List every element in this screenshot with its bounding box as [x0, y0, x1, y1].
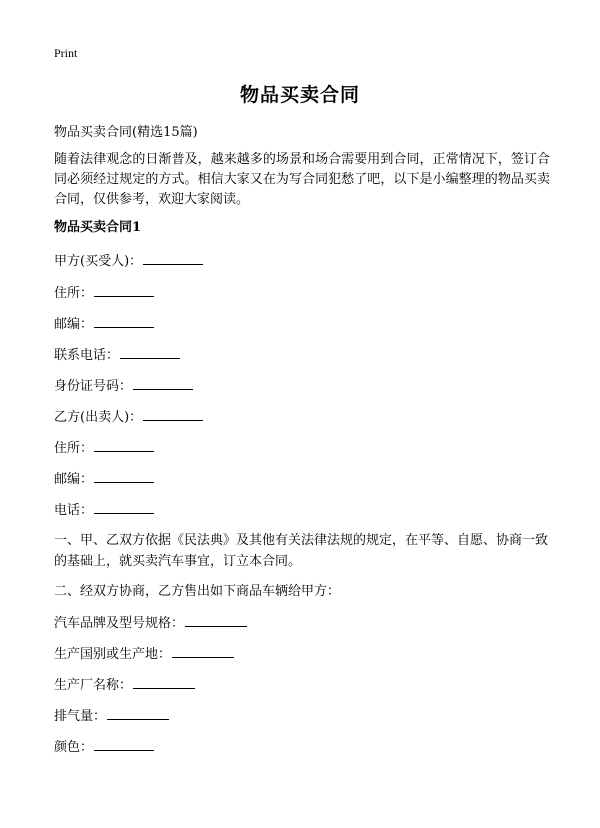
- field-vehicle-model: [54, 612, 247, 631]
- field-label: 乙方(出卖人)：: [54, 410, 143, 425]
- field-seller: [54, 406, 203, 425]
- blank-line[interactable]: [143, 263, 203, 265]
- field-label: 邮编：: [54, 317, 94, 332]
- field-vehicle-origin: [54, 643, 234, 662]
- field-label: 身份证号码：: [54, 379, 133, 394]
- clause-2: 二、经双方协商，乙方售出如下商品车辆给甲方：: [54, 584, 341, 599]
- blank-line[interactable]: [172, 656, 234, 658]
- document-subtitle: 物品买卖合同(精选15篇): [54, 125, 198, 140]
- field-label: 生产厂名称：: [54, 678, 133, 693]
- field-seller-postcode: [54, 468, 154, 487]
- field-label: 联系电话：: [54, 348, 120, 363]
- field-buyer: [54, 250, 203, 269]
- blank-line[interactable]: [185, 625, 247, 627]
- blank-line[interactable]: [94, 481, 154, 483]
- field-label: 邮编：: [54, 472, 94, 487]
- field-label: 住所：: [54, 286, 94, 301]
- field-buyer-phone: [54, 344, 180, 363]
- blank-line[interactable]: [94, 512, 154, 514]
- blank-line[interactable]: [94, 295, 154, 297]
- blank-line[interactable]: [94, 326, 154, 328]
- blank-line[interactable]: [133, 687, 195, 689]
- field-seller-phone: [54, 499, 154, 518]
- field-buyer-id: [54, 375, 193, 394]
- field-label: 甲方(买受人)：: [54, 254, 143, 269]
- field-vehicle-manufacturer: [54, 674, 195, 693]
- field-vehicle-color: [54, 736, 154, 755]
- blank-line[interactable]: [107, 718, 169, 720]
- field-vehicle-displacement: [54, 705, 169, 724]
- field-buyer-postcode: [54, 313, 154, 332]
- field-seller-address: [54, 437, 154, 456]
- section-heading: 物品买卖合同1: [54, 220, 142, 235]
- print-link[interactable]: Print: [54, 46, 78, 60]
- blank-line[interactable]: [94, 450, 154, 452]
- field-label: 排气量：: [54, 709, 107, 724]
- field-buyer-address: [54, 282, 154, 301]
- field-label: 住所：: [54, 441, 94, 456]
- field-label: 生产国别或生产地：: [54, 647, 172, 662]
- document-title: 物品买卖合同: [239, 84, 360, 106]
- field-label: 颜色：: [54, 740, 94, 755]
- blank-line[interactable]: [143, 419, 203, 421]
- intro-paragraph: 随着法律观念的日渐普及，越来越多的场景和场合需要用到合同，正常情况下，签订合同必须经过规定的方式。相信大家又在为写合同犯愁了吧，以下是小编整理的物品买卖合同，仅供参考，欢迎大家阅读。: [54, 152, 550, 207]
- field-label: 电话：: [54, 503, 94, 518]
- blank-line[interactable]: [120, 357, 180, 359]
- clause-1: 一、甲、乙双方依据《民法典》及其他有关法律法规的规定，在平等、自愿、协商一致的基础上，就买卖汽车事宜，订立本合同。: [54, 533, 549, 569]
- field-label: 汽车品牌及型号规格：: [54, 616, 185, 631]
- blank-line[interactable]: [94, 749, 154, 751]
- blank-line[interactable]: [133, 388, 193, 390]
